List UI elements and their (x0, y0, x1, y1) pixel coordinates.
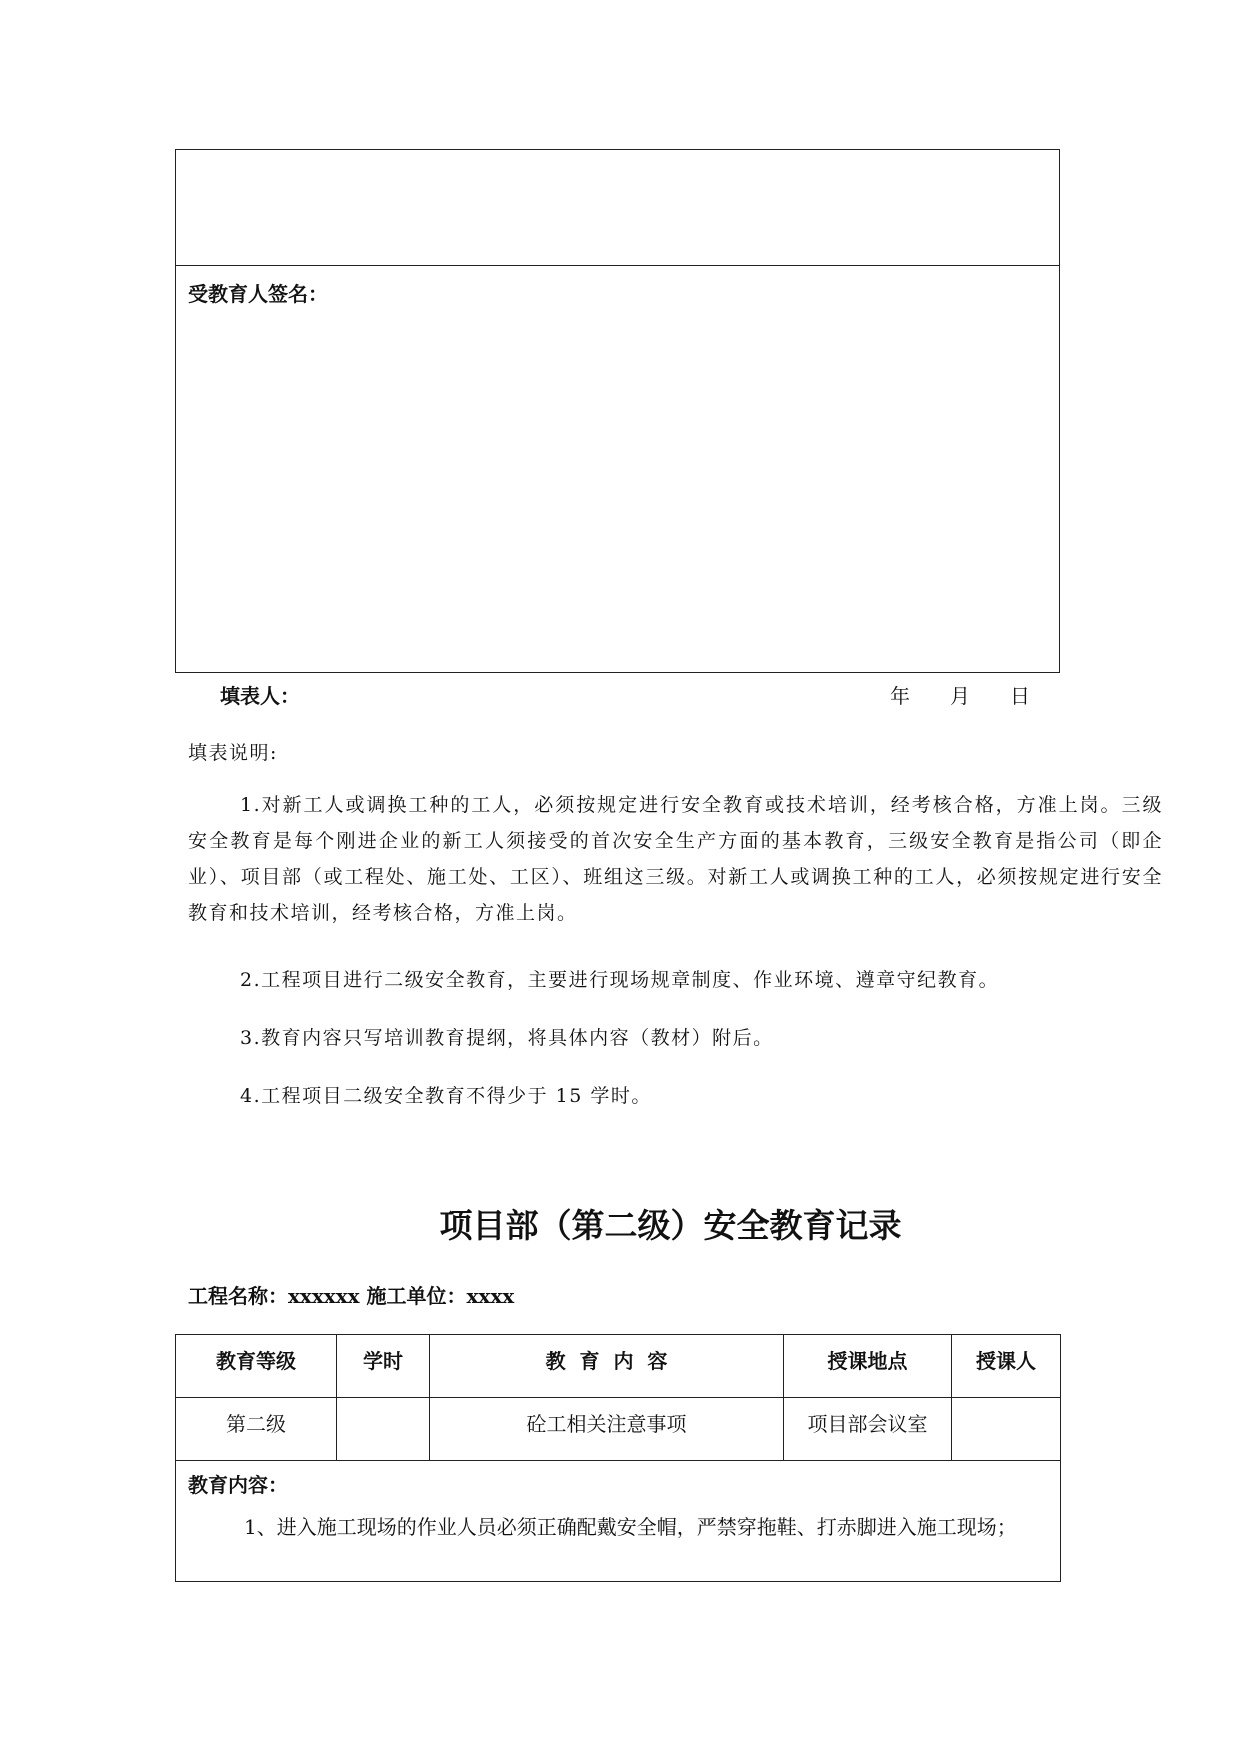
note-item: 3.教育内容只写培训教育提纲，将具体内容（教材）附后。 (240, 1027, 774, 1049)
header-content: 教 育 内 容 (430, 1335, 784, 1398)
table-row (176, 1398, 1061, 1461)
notes-title: 填表说明: (188, 742, 278, 764)
project-info: 工程名称：xxxxxx 施工单位：xxxx (188, 1284, 515, 1308)
year-label: 年 (890, 684, 910, 708)
cell-instructor (952, 1398, 1061, 1461)
note-item: 4.工程项目二级安全教育不得少于 15 学时。 (240, 1085, 652, 1107)
header-hours: 学时 (337, 1335, 430, 1398)
note-item: 1.对新工人或调换工种的工人，必须按规定进行安全教育或技术培训，经考核合格，方准上岗。三级安全教育是每个刚进企业的新工人须接受的首次安全生产方面的基本教育，三级安全教育是指公司（即企业）、项目部（或工程处、施工处、工区）、班组这三级。对新工人或调换工种的工人，必须按规定进行安全教育和技术培训，经考核合格，方准上岗。 (188, 794, 1163, 924)
filler-label: 填表人： (220, 684, 300, 708)
table-header-row (176, 1335, 1061, 1398)
content-row (176, 1461, 1061, 1582)
signature-form-box (175, 149, 1060, 673)
filler-row (220, 680, 1060, 710)
date-row (890, 680, 1030, 709)
record-title: 项目部（第二级）安全教育记录 (439, 1206, 902, 1245)
content-item: 1、进入施工现场的作业人员必须正确配戴安全帽，严禁穿拖鞋、打赤脚进入施工现场； (244, 1515, 1017, 1539)
day-label: 日 (1010, 684, 1030, 708)
content-cell (176, 1461, 1061, 1582)
form-divider (176, 265, 1059, 266)
cell-hours (337, 1398, 430, 1461)
header-level: 教育等级 (176, 1335, 337, 1398)
content-label: 教育内容： (188, 1473, 288, 1497)
signature-label: 受教育人签名： (188, 282, 328, 306)
cell-location: 项目部会议室 (784, 1398, 952, 1461)
header-location: 授课地点 (784, 1335, 952, 1398)
cell-level: 第二级 (176, 1398, 337, 1461)
cell-content: 砼工相关注意事项 (430, 1398, 784, 1461)
education-table (175, 1334, 1061, 1582)
note-item: 2.工程项目进行二级安全教育，主要进行现场规章制度、作业环境、遵章守纪教育。 (240, 969, 1000, 991)
header-instructor: 授课人 (952, 1335, 1061, 1398)
month-label: 月 (950, 684, 970, 708)
